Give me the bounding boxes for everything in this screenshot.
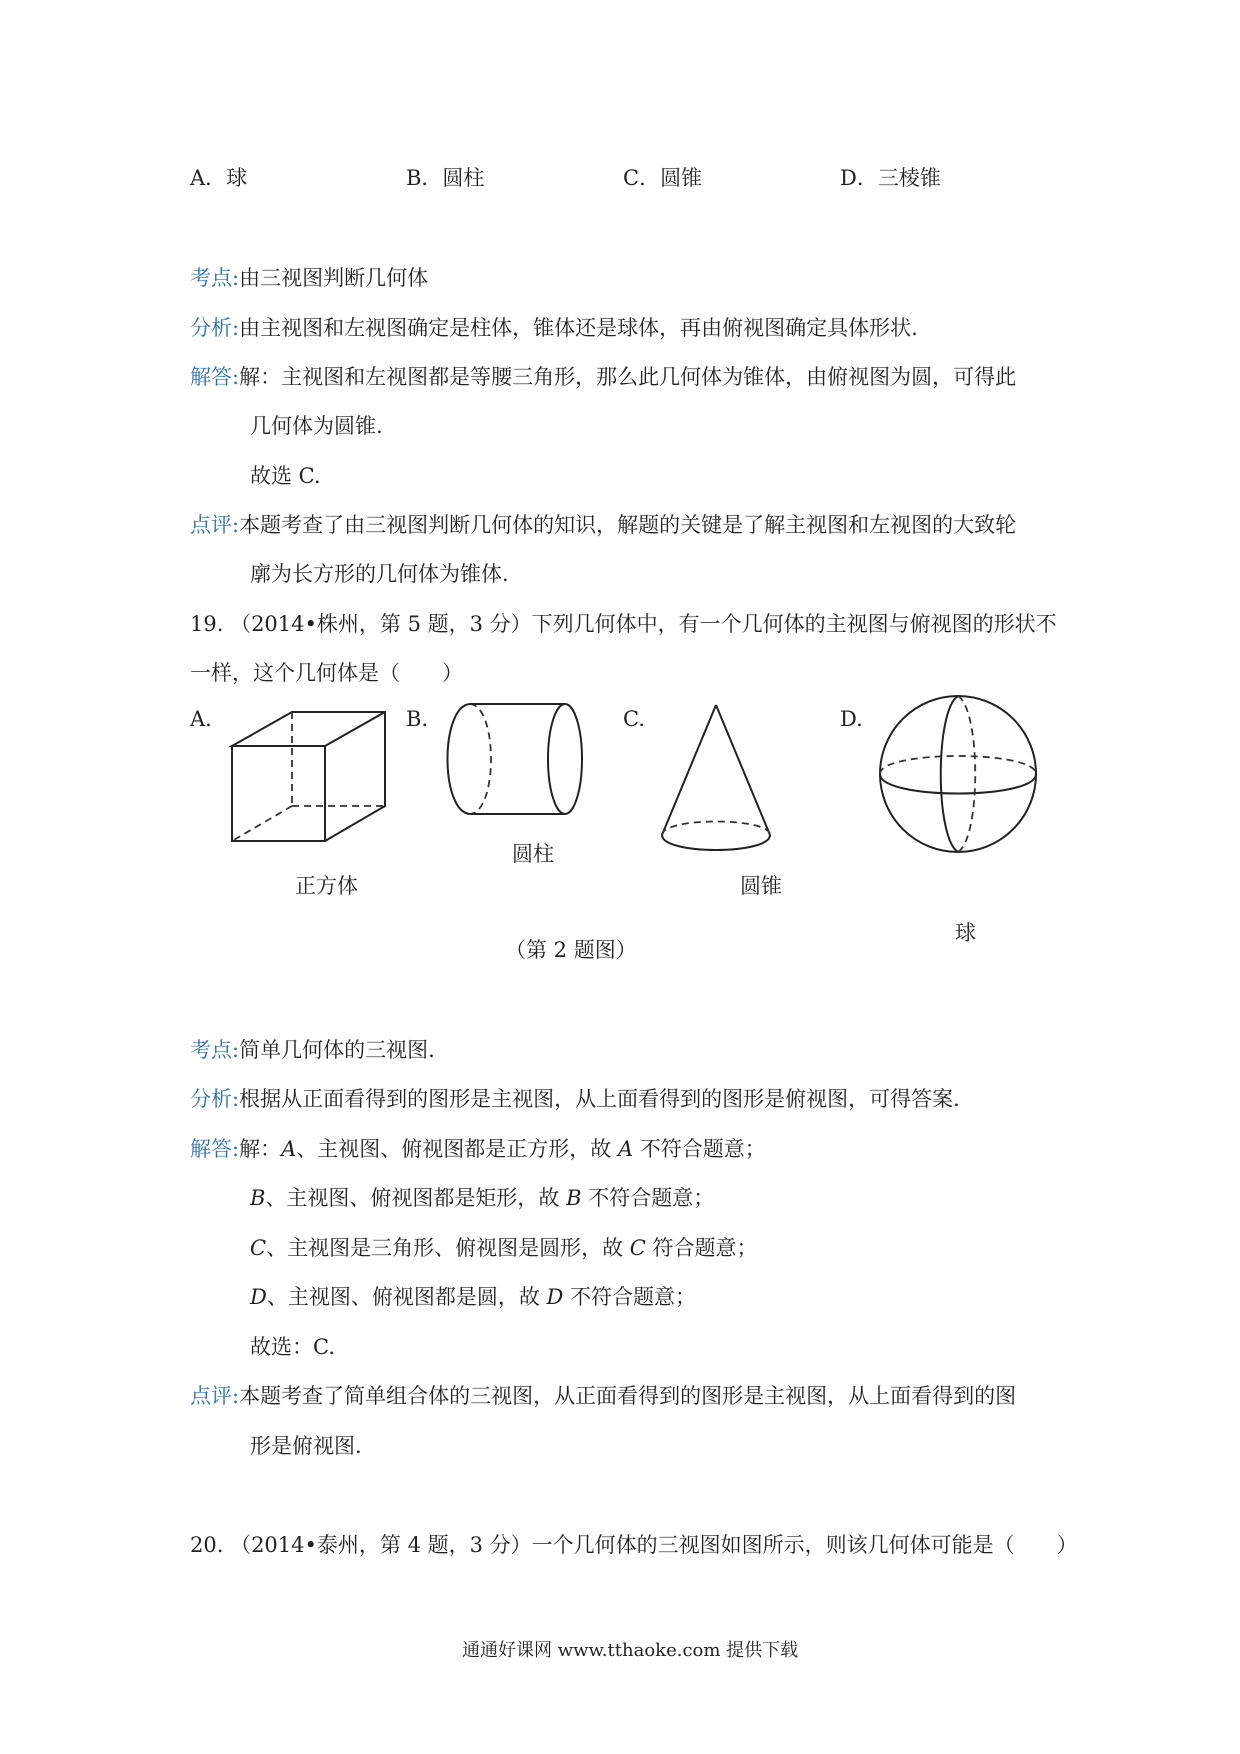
jieda-c-letter-2: C [629, 1236, 646, 1260]
q19-question-line-2: 一样，这个几何体是（ ） [190, 661, 463, 685]
jieda-label: 解答: [190, 365, 240, 389]
kaodian-text: 由三视图判断几何体 [239, 266, 429, 290]
dianping-line-1: 本题考查了由三视图判断几何体的知识，解题的关键是了解主视图和左视图的大致轮 [239, 513, 1017, 537]
jieda-c-suffix: 符合题意； [645, 1236, 758, 1260]
jieda-d-suffix: 不符合题意； [563, 1285, 697, 1309]
q19-jieda-a [190, 1133, 766, 1163]
jieda-b-letter: B [250, 1186, 266, 1210]
q19-jieda-c [250, 1232, 758, 1262]
dianping-line-1: 本题考查了简单组合体的三视图，从正面看得到的图形是主视图，从上面看得到的图 [239, 1384, 1017, 1408]
caption-cylinder: 圆柱 [512, 842, 554, 866]
cone-figure [662, 705, 770, 850]
fenxi-text: 根据从正面看得到的图形是主视图，从上面看得到的图形是俯视图，可得答案. [239, 1087, 960, 1111]
cube-figure [232, 712, 385, 841]
kaodian-text: 简单几何体的三视图. [239, 1038, 435, 1062]
jieda-a-text: 、主视图、俯视图都是正方形，故 [296, 1137, 618, 1161]
jieda-label: 解答: [190, 1137, 240, 1161]
jieda-c-text: 、主视图是三角形、俯视图是圆形，故 [266, 1236, 630, 1260]
q19-dianping-line-2: 形是俯视图. [250, 1434, 362, 1458]
figure-caption: （第 2 题图） [505, 938, 637, 962]
figure-option-c: C. [623, 707, 645, 731]
q19-jieda-final: 故选：C. [250, 1335, 335, 1359]
fenxi-label: 分析: [190, 1087, 240, 1111]
dianping-label: 点评: [190, 513, 240, 537]
jieda-a-letter: A [281, 1137, 297, 1161]
q20-question-line-1: 20. （2014•泰州，第 4 题，3 分）一个几何体的三视图如图所示，则该几何体可能是（ ） [190, 1533, 1078, 1557]
option-c: C．圆锥 [623, 166, 703, 190]
q19-dianping [190, 1380, 1016, 1410]
figure-option-b: B. [406, 707, 429, 731]
q18-jieda-line-3: 故选 C. [250, 464, 321, 488]
option-a: A．球 [190, 166, 248, 190]
jieda-d-letter: D [250, 1285, 267, 1309]
jieda-a-suffix: 不符合题意； [633, 1137, 766, 1161]
jieda-b-letter-2: B [566, 1186, 582, 1210]
jieda-b-text: 、主视图、俯视图都是矩形，故 [265, 1186, 567, 1210]
figure-option-a: A. [190, 707, 212, 731]
q18-dianping-line-2: 廓为长方形的几何体为锥体. [250, 562, 509, 586]
option-d: D．三棱锥 [840, 166, 941, 190]
page-footer: 通通好课网 www.tthaoke.com 提供下载 [462, 1640, 799, 1661]
dianping-label: 点评: [190, 1384, 240, 1408]
caption-cone: 圆锥 [740, 874, 782, 898]
q19-question-line-1: 19. （2014•株州，第 5 题，3 分）下列几何体中，有一个几何体的主视图与俯视图的形状不 [190, 612, 1057, 636]
cylinder-figure [448, 704, 583, 814]
caption-sphere: 球 [955, 921, 976, 945]
sphere-figure [880, 696, 1036, 852]
q19-kaodian [190, 1034, 435, 1064]
fenxi-label: 分析: [190, 316, 240, 340]
jieda-d-text: 、主视图、俯视图都是圆，故 [266, 1285, 547, 1309]
jieda-a-prefix: 解： [239, 1137, 282, 1161]
jieda-c-letter: C [250, 1236, 267, 1260]
jieda-a-letter-2: A [617, 1137, 634, 1161]
kaodian-label: 考点: [190, 266, 240, 290]
q19-jieda-b [250, 1182, 714, 1212]
q19-fenxi [190, 1083, 960, 1113]
option-b: B．圆柱 [406, 166, 485, 190]
q18-jieda-line-2: 几何体为圆锥. [250, 414, 383, 438]
jieda-line-1: 解：主视图和左视图都是等腰三角形，那么此几何体为锥体，由俯视图为圆，可得此 [239, 365, 1017, 389]
kaodian-label: 考点: [190, 1038, 240, 1062]
fenxi-text: 由主视图和左视图确定是柱体，锥体还是球体，再由俯视图确定具体形状. [239, 316, 918, 340]
caption-cube: 正方体 [295, 874, 358, 898]
figure-option-d: D. [840, 707, 863, 731]
jieda-b-suffix: 不符合题意； [581, 1186, 715, 1210]
jieda-d-letter-2: D [546, 1285, 564, 1309]
q19-jieda-d [250, 1281, 696, 1311]
